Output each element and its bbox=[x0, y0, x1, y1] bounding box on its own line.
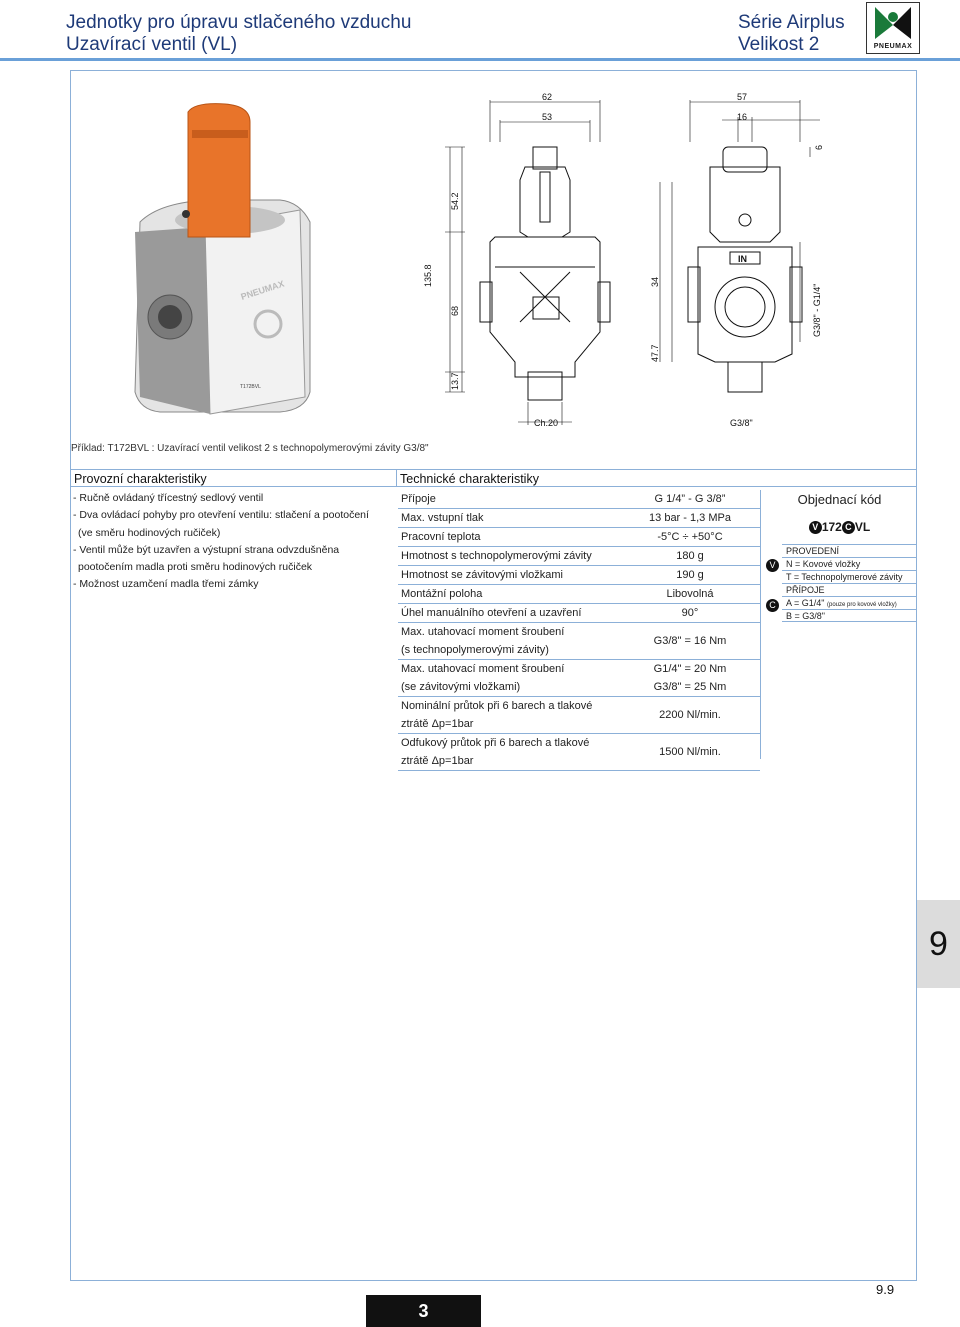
table-row bbox=[398, 566, 760, 585]
dim-135-8: 135.8 bbox=[423, 264, 433, 287]
example-caption: Příklad: T172BVL : Uzavírací ventil velikost 2 s technopolymerovými závity G3/8" bbox=[71, 443, 429, 454]
feature-line: (ve směru hodinových ručiček) bbox=[78, 526, 221, 539]
row-label-cont: ztrátě Δp=1bar bbox=[401, 718, 474, 730]
table-row bbox=[398, 623, 760, 660]
row-value: Libovolná bbox=[666, 588, 714, 600]
option-item: T = Technopolymerové závity bbox=[782, 570, 917, 583]
dim-6: 6 bbox=[814, 144, 824, 150]
table-row bbox=[398, 697, 760, 734]
header-series bbox=[738, 12, 845, 56]
photo-code-text: T172BVL bbox=[240, 384, 261, 390]
row-label: Přípoje bbox=[401, 493, 436, 505]
header-title-line1: Jednotky pro úpravu stlačeného vzduchu bbox=[66, 12, 412, 33]
table-row bbox=[398, 604, 760, 623]
option-header: PROVEDENÍ bbox=[782, 544, 917, 557]
code-suffix: VL bbox=[854, 520, 871, 534]
row-value-line: G1/4" = 20 Nm bbox=[653, 663, 727, 675]
table-row bbox=[398, 528, 760, 547]
table-row bbox=[398, 490, 760, 509]
row-value: -5°C ÷ +50°C bbox=[657, 531, 723, 543]
dim-13-7: 13.7 bbox=[450, 372, 460, 390]
in-label: IN bbox=[738, 254, 747, 264]
table-row bbox=[398, 547, 760, 566]
dim-16: 16 bbox=[737, 112, 748, 122]
chapter-tab: 9 bbox=[917, 900, 960, 988]
page-header bbox=[0, 0, 960, 62]
series-name: Série Airplus bbox=[738, 12, 845, 33]
option-item: N = Kovové vložky bbox=[782, 557, 917, 570]
operating-list bbox=[73, 490, 397, 594]
product-figure bbox=[100, 92, 920, 432]
marker-c-badge: C bbox=[766, 599, 779, 612]
dim-port-side: G3/8" - G1/4" bbox=[812, 283, 822, 337]
row-label: Odfukový průtok při 6 barech a tlakové bbox=[401, 737, 590, 749]
dim-34: 34 bbox=[650, 276, 660, 287]
row-label: Hmotnost s technopolymerovými závity bbox=[401, 550, 592, 562]
row-value: 13 bar - 1,3 MPa bbox=[649, 512, 731, 524]
photo-brand-text: PNEUMAX bbox=[239, 278, 286, 302]
dim-68: 68 bbox=[450, 305, 460, 316]
dim-54-2: 54.2 bbox=[450, 192, 460, 210]
row-label: Max. vstupní tlak bbox=[401, 512, 484, 524]
technical-heading: Technické charakteristiky bbox=[397, 469, 916, 487]
side-drawing bbox=[660, 100, 820, 392]
feature-line: - Možnost uzamčení madla třemi zámky bbox=[73, 578, 259, 591]
technical-table bbox=[398, 490, 760, 771]
row-value: 190 g bbox=[676, 569, 704, 581]
order-options bbox=[782, 544, 917, 622]
table-row bbox=[398, 660, 760, 697]
row-label: Max. utahovací moment šroubení bbox=[401, 626, 565, 638]
code-number: 172 bbox=[821, 520, 842, 534]
feature-line: - Ventil může být uzavřen a výstupní strana odvzdušněna bbox=[73, 543, 340, 556]
series-size: Velikost 2 bbox=[738, 34, 820, 55]
row-label-cont: (se závitovými vložkami) bbox=[401, 681, 521, 693]
dim-port-bottom: G3/8" bbox=[730, 418, 753, 428]
row-value: G3/8" = 16 Nm bbox=[653, 635, 727, 647]
option-a-label: A = G1/4" bbox=[786, 598, 825, 608]
row-value-line: G3/8" = 25 Nm bbox=[653, 681, 727, 693]
row-value: G 1/4” - G 3/8” bbox=[654, 493, 726, 505]
table-divider bbox=[760, 490, 761, 759]
order-code bbox=[762, 520, 917, 534]
page-tab: 3 bbox=[366, 1295, 481, 1327]
header-rule bbox=[0, 58, 960, 61]
operating-heading: Provozní charakteristiky bbox=[71, 469, 397, 487]
page-number: 9.9 bbox=[876, 1282, 895, 1297]
logo-text: PNEUMAX bbox=[873, 43, 913, 50]
row-label: Hmotnost se závitovými vložkami bbox=[401, 569, 563, 581]
table-row bbox=[398, 734, 760, 771]
front-drawing bbox=[445, 100, 610, 425]
row-label: Max. utahovací moment šroubení bbox=[401, 663, 565, 675]
table-row bbox=[398, 585, 760, 604]
feature-line: - Ručně ovládaný třícestný sedlový ventil bbox=[73, 492, 264, 504]
feature-line: pootočením madla proti směru hodinových ručiček bbox=[78, 561, 313, 574]
code-c-badge: C bbox=[842, 521, 855, 534]
option-item: B = G3/8" bbox=[782, 609, 917, 622]
dim-57: 57 bbox=[737, 92, 748, 102]
row-value: 90° bbox=[681, 607, 699, 619]
dim-hex: Ch.20 bbox=[534, 418, 559, 428]
table-row bbox=[398, 509, 760, 528]
row-label-cont: ztrátě Δp=1bar bbox=[401, 755, 474, 767]
dim-62: 62 bbox=[542, 92, 553, 102]
feature-line: - Dva ovládací pohyby pro otevření ventilu: stlačení a pootočení bbox=[73, 509, 369, 522]
dim-53: 53 bbox=[542, 112, 553, 122]
header-title-line2: Uzavírací ventil (VL) bbox=[66, 34, 238, 55]
row-value bbox=[620, 660, 760, 696]
row-value: 1500 Nl/min. bbox=[659, 746, 721, 758]
row-label: Úhel manuálního otevření a uzavření bbox=[401, 607, 582, 619]
logo-mark-icon bbox=[867, 3, 919, 43]
order-code-title: Objednací kód bbox=[797, 492, 882, 507]
dim-47-7: 47.7 bbox=[650, 344, 660, 362]
pneumax-logo bbox=[866, 2, 920, 54]
row-label: Montážní poloha bbox=[401, 588, 483, 600]
option-item bbox=[782, 596, 917, 609]
product-photo bbox=[135, 104, 310, 414]
row-label: Pracovní teplota bbox=[401, 531, 481, 543]
marker-v-badge: V bbox=[766, 559, 779, 572]
row-label: Nominální průtok při 6 barech a tlakové bbox=[401, 700, 593, 712]
option-header: PŘÍPOJE bbox=[782, 583, 917, 596]
row-value: 180 g bbox=[676, 550, 704, 562]
header-title bbox=[66, 12, 411, 56]
row-label-cont: (s technopolymerovými závity) bbox=[401, 644, 549, 656]
code-v-badge: V bbox=[809, 521, 822, 534]
row-value: 2200 Nl/min. bbox=[659, 709, 721, 721]
option-a-note: (pouze pro kovové vložky) bbox=[827, 602, 897, 608]
